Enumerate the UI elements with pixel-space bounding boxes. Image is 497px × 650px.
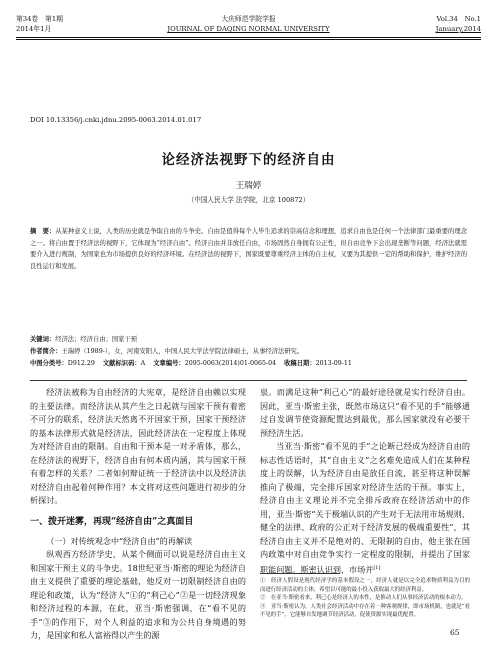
header-rule-thin — [16, 39, 481, 40]
body-column-left — [30, 386, 246, 643]
date-en: January,2014 — [435, 25, 481, 33]
footnote: ② 在亚当·斯密看来，利己心是经济人的本性，是推动人们从事经济活动的根本动力。 — [260, 595, 467, 602]
citation-marker: [1] — [373, 564, 381, 571]
volume-cn: 第34卷 第1期 — [16, 15, 63, 23]
author-bio-line — [30, 346, 470, 357]
clc-code: D912.29 — [67, 360, 95, 367]
header-rule-thick — [16, 37, 481, 38]
footnote: ① 经济人假设是现代经济学的基本假设之一，经济人就是以完全追求物质利益为目的而进行经济活动的主体，希望以可能的最小投入获取最大的经济利益。 — [260, 578, 470, 593]
doc-code: A — [140, 360, 146, 367]
keywords: 经济法；经济自由；国家干预 — [55, 336, 138, 343]
abstract-label: 摘 要： — [30, 228, 56, 235]
body-text: 当亚当·斯密“看不见的手”之论断已经成为经济自由的标志性话语时，其“自由主义”之名难免造成人们在某种程度上的误解，认为经济自由是放任自流，甚至将这种误解推向了极端，完全排斥国家对经济生活的干预。事实上，经济自由主义理论并不完全排斥政府在经济活动中的作用，亚当·斯密“关于极端认识的产生对于无法用市场规则、健全的法律、政府的公正对于经济发展的极端重要性”，其经济自由主义并不是绝对的、无限制的自由，他主张在国内政策中对自由竞争实行一定程度的限制，并提出了国家职能问题。斯密认识到，市场并 — [260, 441, 470, 575]
article-number-label: 文章编号： — [153, 360, 185, 367]
abstract — [30, 226, 467, 272]
body-paragraph: 泉。而满足这种“利己心”的最好途径就是实行经济自由。因此，亚当·斯密主张，既然市场这只“看不见的手”能够通过自发调节使资源配置达到最优，那么国家就没有必要干预经济生活。 — [260, 387, 470, 438]
body-column-right — [260, 386, 470, 577]
author-bio: 王瑞婷（1989-），女，河南安阳人，中国人民大学法学院法律硕士，从事经济法研究。 — [61, 348, 304, 355]
keywords-line — [30, 334, 470, 345]
doi: DOI 10.13356/j.cnki.jdnu.2095-0063.2014.01.017 — [30, 116, 202, 124]
section-heading: 一、拨开迷雾，再现“经济自由”之真面目 — [30, 516, 194, 527]
author-affiliation: （中国人民大学 法学院，北京 100872） — [187, 196, 310, 204]
received-label: 收稿日期： — [284, 360, 316, 367]
article-title: 论经济法视野下的经济自由 — [161, 152, 336, 168]
keywords-label: 关键词： — [30, 336, 56, 343]
date-cn: 2014年1月 — [16, 25, 52, 33]
volume-en: Vol.34 No.1 — [436, 15, 481, 23]
journal-name-en: JOURNAL OF DAQING NORMAL UNIVERSITY — [167, 25, 330, 33]
classification-line — [30, 358, 470, 369]
author-bio-label: 作者简介： — [30, 348, 62, 355]
received-date: 2013-09-11 — [315, 360, 352, 367]
doc-code-label: 文献标识码： — [102, 360, 141, 367]
abstract-text: 从某种意义上说，人类的历史就是争取自由的斗争史。自由是值得每个人毕生追求的崇高信念和理想，追求自由也是任何一个法律部门最重要的理念之一。将自由置于经济法的视野下，它体现为“经济自由”。经济自由并非放任自由，市场固然自身拥有公正性，但自由竞争下会出现垄断等问题，经济法就需要介入进行规制，为国家也为市场提供良好的经济环境。在经济法的视野下，国家既要尊重经济主体的自主权，又要为其提供一定的帮助和保护，维护经济的良性运行和发展。 — [30, 228, 468, 270]
footnote: ③ 亚当·斯密认为，人类社会经济活动中存在着一种客观规律，即市场机制，也就是“看不见的手”。它能够自发地调节经济活动，促使资源实现最优配置。 — [260, 603, 470, 619]
body-paragraph: 纵观西方经济学史，从某个侧面可以说是经济自由主义和国家干预主义的斗争史。18世纪亚当·斯密的理论为经济自由主义提供了重要的理论基础，他反对一切限制经济自由的理论和政策，认为“经济人”①的“利己心”②是一切经济现象和经济过程的本源，在此，亚当·斯密强调，在“看不见的手”③的作用下，对个人利益的追求和为公共自身境遇的努力，是国家和私人富裕得以产生的源 — [30, 549, 246, 640]
footnotes — [260, 577, 470, 620]
abstract-divider — [30, 380, 467, 381]
subsection-heading: （一）对传统观念中“经济自由”的再解读 — [46, 535, 193, 546]
footnote-rule — [260, 573, 340, 574]
body-paragraph — [260, 440, 470, 577]
author-name: 王瑞婷 — [235, 181, 262, 191]
running-header — [16, 14, 481, 34]
body-paragraph: 经济法被称为自由经济的大宪章，是经济自由赖以实现的主要法律。而经济法从其产生之日起就与国家干预有着密不可分的联系，经济法天然离不开国家干预，国家干预经济的基本法律形式就是经济法，因此经济法在一定程度上体现为对经济自由的限制。自由和干预本是一对矛盾体，那么，在经济法的视野下，经济自由有何本质内涵，其与国家干预有着怎样的关系？二者如何辩证统一于经济法中以及经济法对经济自由起着何种作用？本文将对这些问题进行初步的分析探讨。 — [30, 387, 246, 505]
journal-name-cn: 大庆师范学院学报 — [221, 15, 276, 23]
article-number: 2095-0063(2014)01-0065-04 — [184, 360, 277, 367]
page-number: 65 — [450, 628, 460, 637]
clc-label: 中图分类号： — [30, 360, 68, 367]
